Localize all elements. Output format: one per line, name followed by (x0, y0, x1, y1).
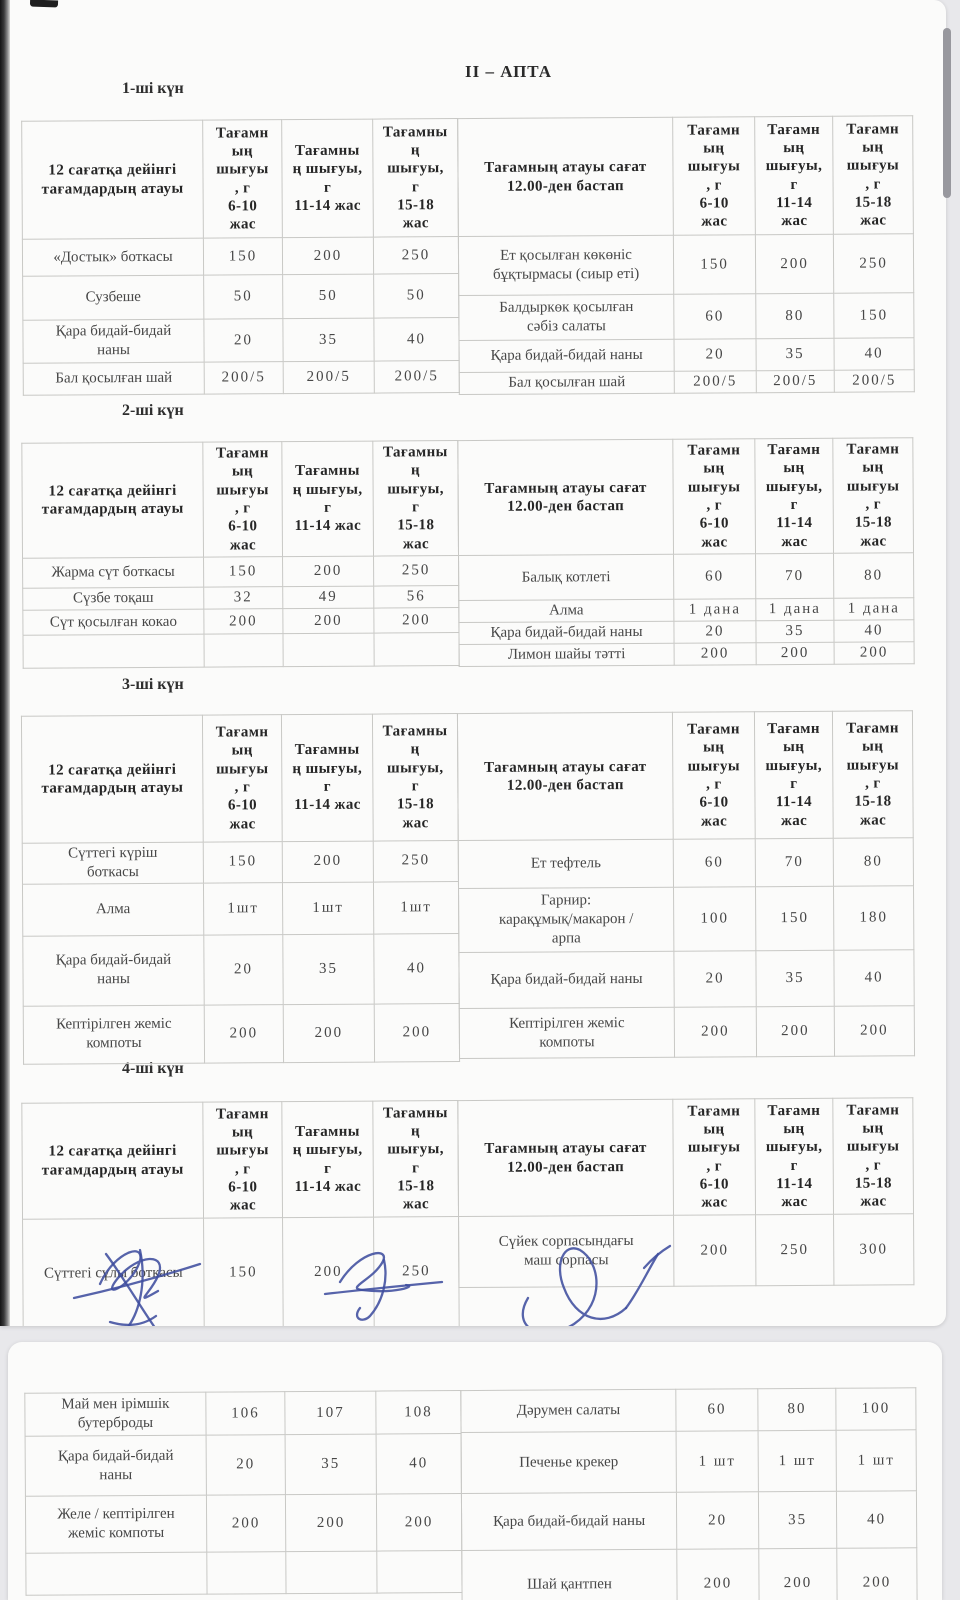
meal-row (25, 1494, 461, 1554)
portion-value: 250 (756, 1214, 834, 1285)
portion-value: 200 (374, 608, 459, 634)
meal-row (459, 598, 914, 623)
portion-value: 49 (283, 586, 374, 609)
portion-value: 20 (204, 319, 283, 362)
portion-value: 200 (674, 1215, 756, 1286)
col-header-out-6-10: Тағамн ың шығуы , г 6-10 жас (202, 715, 282, 842)
header-row (22, 441, 459, 559)
dish-name: Сүттегі күріш боткасы (22, 842, 203, 884)
portion-value: 150 (204, 1218, 284, 1326)
portion-value: 20 (676, 1492, 758, 1549)
meal-row (26, 1551, 462, 1596)
col-header-out-15-18: Тағамны ң шығуы, г 15-18 жас (372, 714, 458, 842)
day-3-afternoon-table (457, 710, 915, 1059)
meal-row (23, 1003, 459, 1064)
portion-value: 50 (204, 275, 283, 319)
header-row (21, 714, 458, 844)
portion-value: 60 (676, 1389, 758, 1432)
col-header-before-noon: 12 сағатқа дейінгі тағамдардың атауы (21, 715, 203, 843)
portion-value: 1 шт (758, 1430, 836, 1491)
col-header-out-15-18: Тағамны ң шығуы, г 15-18 жас (373, 1101, 459, 1218)
portion-value: 40 (374, 318, 459, 362)
col-header-out-6-10: Тағамн ың шығуы , г 6-10 жас (673, 439, 756, 554)
day-2-afternoon-table (457, 437, 914, 667)
header-row (457, 711, 913, 841)
day-2-table (21, 437, 914, 669)
dish-name: Сузбеше (23, 275, 204, 320)
col-header-out-11-14: Тағамны ң шығуы, г 11-14 жас (282, 1101, 374, 1218)
portion-value: 150 (756, 886, 834, 950)
dish-name: Сүт қосылған кокао (23, 609, 204, 635)
col-header-after-noon: Тағамның атауы сағат 12.00-ден бастап (457, 712, 673, 840)
portion-value: 80 (758, 1388, 836, 1430)
meal-row (23, 318, 459, 364)
portion-value: 1 дана (674, 599, 756, 622)
signature-1 (74, 1250, 200, 1326)
portion-value (286, 1551, 377, 1594)
meal-row (25, 1434, 461, 1497)
portion-value: 250 (374, 1217, 460, 1326)
meal-row (25, 1391, 461, 1437)
portion-value: 20 (206, 1435, 285, 1495)
dish-name: Алма (22, 883, 203, 936)
portion-value: 200 (374, 1003, 459, 1062)
col-header-out-6-10: Тағамн ың шығуы , г 6-10 жас (672, 712, 755, 839)
dish-name: Алма (459, 599, 674, 622)
dish-name: Ет тефтель (458, 839, 673, 888)
col-header-before-noon: 12 сағатқа дейінгі тағамдардың атауы (22, 120, 204, 239)
day-4-title: 4-ші күн (122, 1060, 184, 1077)
scan-artifact (30, 0, 58, 7)
portion-value: 200 (674, 642, 756, 665)
dish-name: Балдыркөк қосылған сәбіз салаты (459, 294, 674, 340)
portion-value: 60 (674, 294, 756, 340)
scrollbar-thumb[interactable] (943, 28, 951, 198)
portion-value: 40 (374, 933, 459, 1004)
day-2-morning-table (21, 440, 459, 669)
meal-row (458, 838, 913, 889)
portion-value: 40 (834, 950, 914, 1006)
dish-name: Балық котлеті (459, 554, 674, 600)
portion-value: 200/5 (374, 361, 459, 394)
dish-name: Қара бидай-бидай наны (459, 339, 674, 372)
portion-value: 40 (376, 1434, 461, 1495)
meal-row (459, 553, 914, 601)
portion-value (283, 633, 374, 667)
scanned-page-2 (8, 1342, 942, 1600)
col-header-after-noon: Тағамның атауы сағат 12.00-ден бастап (458, 117, 674, 236)
meal-row (23, 608, 459, 636)
dish-name (26, 1552, 207, 1595)
dish-name: Қара бидай-бидай наны (459, 951, 674, 1008)
header-row (22, 119, 459, 240)
portion-value: 1 дана (834, 598, 914, 620)
portion-value: 56 (374, 586, 459, 609)
col-header-before-noon: 12 сағатқа дейінгі тағамдардың атауы (22, 1102, 204, 1219)
meal-row (459, 1006, 914, 1059)
meal-row (459, 620, 914, 645)
portion-value: 35 (285, 1434, 376, 1495)
dish-name: Кептірілген жеміс компоты (23, 1005, 204, 1064)
signature-3 (523, 1246, 670, 1326)
portion-value: 40 (834, 620, 914, 642)
portion-value: 250 (833, 234, 913, 293)
dish-name: Шай қантпен (462, 1549, 677, 1600)
meal-row (459, 886, 914, 953)
portion-value: 70 (755, 838, 833, 886)
week-title: II – АПТА (465, 62, 553, 81)
portion-value: 32 (204, 587, 283, 609)
portion-value: 200 (834, 1006, 914, 1056)
dish-name: Қара бидай-бидай наны (459, 621, 674, 644)
meal-row (459, 950, 914, 1009)
dish-name: Май мен ірімшік бутерброды (25, 1392, 206, 1436)
portion-value: 150 (203, 842, 282, 883)
portion-value: 150 (204, 557, 283, 587)
portion-value: 200/5 (283, 361, 374, 394)
meal-row (23, 586, 459, 611)
portion-value: 1 шт (676, 1431, 758, 1492)
col-header-out-11-14: Тағамн ың шығуы, г 11-14 жас (755, 1098, 834, 1214)
portion-value: 200 (756, 642, 834, 664)
col-header-after-noon: Тағамның атауы сағат 12.00-ден бастап (458, 1099, 674, 1216)
portion-value: 35 (756, 338, 834, 370)
dish-name: Сүзбе тоқаш (23, 587, 204, 610)
portion-value: 106 (206, 1392, 285, 1435)
continuation-afternoon-table (460, 1387, 917, 1600)
portion-value: 200 (204, 1004, 283, 1062)
portion-value: 250 (373, 841, 458, 882)
portion-value: 200 (283, 1217, 375, 1326)
meal-row (22, 881, 458, 936)
col-header-out-11-14: Тағамны ң шығуы, г 11-14 жас (282, 441, 374, 557)
portion-value: 200 (756, 1006, 834, 1056)
portion-value: 200 (376, 1494, 461, 1552)
dish-name: Желе / кептірілген жеміс компоты (25, 1495, 206, 1553)
portion-value: 108 (376, 1391, 461, 1435)
portion-value: 200 (206, 1495, 285, 1552)
meal-row (458, 234, 913, 296)
meal-row (459, 642, 914, 667)
col-header-out-15-18: Тағамн ың шығуы , г 15-18 жас (833, 1098, 914, 1214)
portion-value: 35 (283, 934, 374, 1005)
col-header-out-6-10: Тағамн ың шығуы , г 6-10 жас (203, 1102, 283, 1218)
header-row (458, 1098, 914, 1217)
meal-row (459, 293, 914, 341)
col-header-out-15-18: Тағамн ың шығуы , г 15-18 жас (833, 116, 914, 234)
dish-name: Жарма сүт боткасы (23, 557, 204, 588)
portion-value: 200 (755, 234, 833, 293)
portion-value: 200 (282, 237, 373, 275)
portion-value: 1шт (282, 882, 373, 935)
portion-value: 200 (204, 609, 283, 634)
header-row (22, 1101, 459, 1220)
dish-name: Гарнир: карақұмық/макарон / арпа (459, 887, 674, 952)
portion-value: 1шт (373, 881, 458, 934)
portion-value: 200 (283, 608, 374, 634)
portion-value (204, 634, 283, 667)
dish-name: Ет қосылған көкөніс бұқтырмасы (сиыр еті) (458, 235, 673, 295)
portion-value: 250 (374, 556, 459, 587)
portion-value: 200 (837, 1548, 917, 1600)
portion-value: 35 (756, 620, 834, 642)
portion-value: 1 шт (836, 1430, 916, 1491)
portion-value: 200/5 (756, 370, 834, 392)
portion-value: 150 (673, 235, 755, 294)
portion-value: 70 (756, 553, 834, 598)
portion-value (374, 633, 459, 667)
portion-value: 20 (674, 339, 756, 372)
portion-value: 200 (283, 556, 374, 587)
header-row (458, 438, 914, 556)
portion-value: 200/5 (204, 362, 283, 394)
col-header-out-15-18: Тағамны ң шығуы, г 15-18 жас (373, 119, 459, 238)
meal-row (22, 841, 458, 884)
meal-row (459, 338, 914, 373)
portion-value: 80 (833, 838, 913, 886)
dish-name: Кептірілген жеміс компоты (459, 1007, 674, 1058)
portion-value: 200 (677, 1549, 759, 1600)
signatures-ink (40, 1236, 680, 1326)
portion-value: 180 (834, 886, 914, 950)
meal-row (461, 1388, 916, 1433)
meal-row (461, 1491, 916, 1551)
portion-value: 200 (674, 1007, 756, 1057)
dish-name: Сүттегі сұлы боткасы (23, 1218, 205, 1326)
col-header-out-15-18: Тағамн ың шығуы , г 15-18 жас (833, 438, 914, 553)
day-2-title: 2-ші күн (122, 402, 184, 419)
portion-value: 100 (674, 887, 756, 951)
continuation-morning-table (24, 1390, 462, 1596)
portion-value: 200/5 (674, 371, 756, 393)
portion-value: 1шт (203, 882, 282, 934)
dish-name: «Достык» боткасы (22, 238, 203, 276)
day-3-morning-table (21, 713, 460, 1064)
portion-value (377, 1551, 462, 1594)
col-header-out-11-14: Тағамн ың шығуы, г 11-14 жас (754, 711, 833, 838)
portion-value: 50 (283, 274, 374, 319)
col-header-out-11-14: Тағамны ң шығуы, г 11-14 жас (282, 119, 374, 238)
portion-value: 150 (203, 238, 282, 275)
portion-value: 300 (834, 1214, 914, 1285)
portion-value: 1 дана (756, 598, 834, 620)
dish-name: Қара бидай-бидай наны (23, 935, 204, 1006)
dish-name: Бал қосылған шай (23, 362, 204, 395)
portion-value: 150 (834, 293, 914, 338)
dish-name: Қара бидай-бидай наны (25, 1435, 206, 1496)
meal-row (23, 361, 459, 396)
header-row (458, 116, 914, 237)
col-header-out-11-14: Тағамн ың шығуы, г 11-14 жас (755, 116, 834, 234)
portion-value: 200 (285, 1494, 376, 1552)
col-header-after-noon: Тағамның атауы сағат 12.00-ден бастап (458, 439, 674, 555)
dish-name (23, 634, 204, 668)
day-1-afternoon-table (457, 115, 915, 395)
dish-name: Бал қосылған шай (459, 371, 674, 394)
portion-value: 40 (836, 1491, 916, 1548)
dish-name: Лимон шайы тәтті (459, 643, 674, 666)
day-3-title: 3-ші күн (122, 676, 184, 693)
col-header-out-6-10: Тағамн ың шығуы , г 6-10 жас (673, 1099, 756, 1215)
portion-value (207, 1552, 286, 1594)
meal-row (459, 370, 914, 395)
dish-name: Қара бидай-бидай наны (461, 1492, 676, 1550)
day-1-title: 1-ші күн (122, 80, 184, 97)
col-header-out-11-14: Тағамн ың шығуы, г 11-14 жас (755, 438, 834, 553)
portion-value: 50 (374, 274, 459, 319)
portion-value: 80 (834, 553, 914, 598)
col-header-out-6-10: Тағамн ың шығуы , г 6-10 жас (673, 117, 756, 235)
page-binding-shadow (0, 0, 10, 1326)
meal-row (461, 1430, 916, 1494)
portion-value: 60 (673, 839, 755, 888)
portion-value: 200 (834, 642, 914, 664)
col-header-out-11-14: Тағамны ң шығуы, г 11-14 жас (281, 714, 373, 842)
day-3-table (21, 710, 915, 1064)
portion-value: 200/5 (834, 370, 914, 392)
portion-value: 20 (674, 951, 756, 1007)
signature-2 (325, 1253, 442, 1320)
meal-row (23, 633, 459, 669)
portion-value: 35 (756, 950, 834, 1006)
meal-row (23, 933, 459, 1006)
portion-value: 250 (373, 237, 458, 275)
portion-value: 100 (836, 1388, 916, 1430)
portion-value: 107 (285, 1391, 376, 1435)
col-header-out-6-10: Тағамн ың шығуы , г 6-10 жас (203, 120, 283, 238)
col-header-before-noon: 12 сағатқа дейінгі тағамдардың атауы (22, 442, 204, 558)
portion-value: 60 (674, 554, 756, 600)
day-1-table (21, 115, 915, 397)
dish-name: Печенье крекер (461, 1431, 676, 1493)
portion-value: 20 (674, 621, 756, 643)
col-header-out-6-10: Тағамн ың шығуы , г 6-10 жас (203, 442, 283, 557)
meal-row (22, 237, 458, 277)
col-header-out-15-18: Тағамны ң шығуы, г 15-18 жас (373, 441, 459, 557)
dish-name: Қара бидай-бидай наны (23, 319, 204, 363)
dish-name: Сүйек сорпасындағы маш сорпасы (459, 1215, 674, 1287)
meal-row (462, 1548, 917, 1600)
portion-value: 200 (759, 1548, 837, 1600)
portion-value: 200 (283, 1004, 374, 1063)
portion-value: 35 (758, 1491, 836, 1548)
portion-value: 20 (204, 934, 283, 1004)
meal-row (23, 556, 459, 589)
continuation-table (24, 1387, 917, 1600)
portion-value: 35 (283, 318, 374, 362)
col-header-out-15-18: Тағамн ың шығуы , г 15-18 жас (832, 711, 913, 838)
meal-row (23, 274, 459, 321)
day-1-morning-table (21, 118, 460, 396)
dish-name: Дәрумен салаты (461, 1389, 676, 1432)
portion-value: 80 (756, 293, 834, 338)
portion-value: 40 (834, 338, 914, 370)
portion-value: 200 (282, 841, 373, 882)
